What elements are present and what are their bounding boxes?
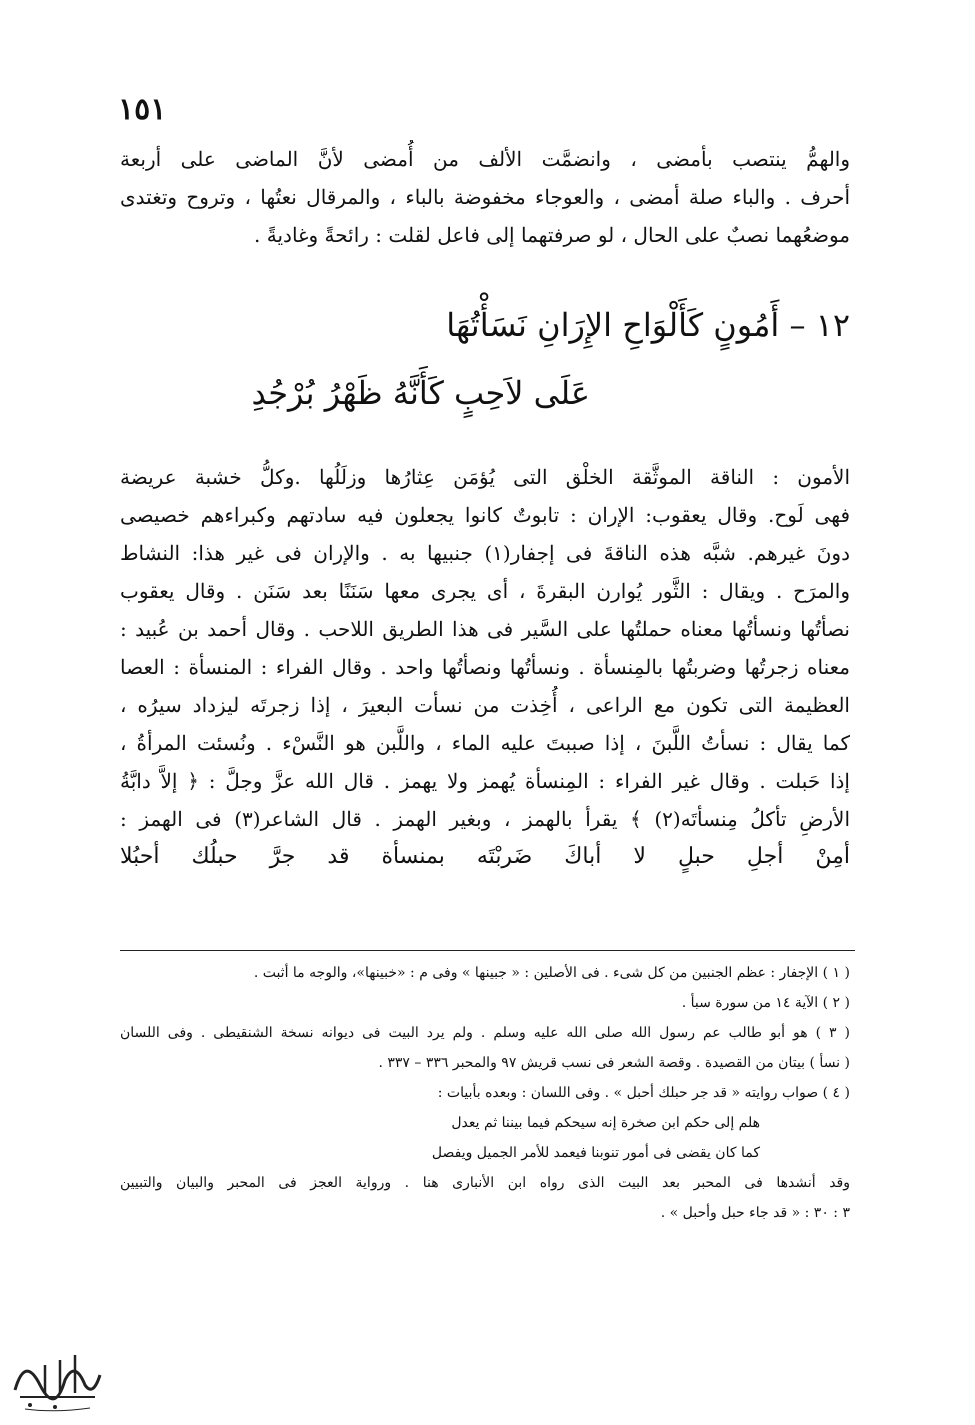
footnote-poem-line: هلم إلى حكم ابن صخرة إنه سيحكم فيما بيننا ثم يعدل bbox=[451, 1115, 760, 1131]
footnote-line: ٣ : ٣٠ : « قد جاء حبل وأحبل » . bbox=[660, 1205, 850, 1221]
text-line: الأمون : الناقة الموثَّقة الخلْق التى يُؤمَن عِثارُها وزلَلُها .وكلُّ خشبة عريضة bbox=[120, 465, 850, 489]
text-line: موضعُهما نصبٌ على الحال ، لو صرفتهما إلى فاعل لقلت : رائحةً وغاديةً . bbox=[254, 223, 850, 247]
text-line: إذا حَبلت . وقال غير الفراء : المِنسأة يُهمز ولا يهمز . قال الله عزَّ وجلَّ : ﴿ إلاَّ دابَّةُ bbox=[120, 769, 850, 793]
text-line: أحرف . والباء صلة أمضى ، والعوجاء مخفوضة بالباء ، والمرقال نعتُها ، وتروح وتغتدى bbox=[120, 185, 850, 209]
poem-line: أمِنْ أجلِ حبلٍ لا أباكَ ضَربْتَه بمنسأة قد جرَّ حبلُك أحبُلا bbox=[120, 844, 850, 869]
footnote-divider bbox=[120, 950, 855, 951]
text-line: والمرَح . ويقال : الثَّور يُوارن البقرةَ ، أى يجرى معها سَنَنًا بعد سَنَن . وقال يعقوب bbox=[120, 579, 850, 603]
text-line: كما يقال : نسأتُ اللَّبنَ ، إذا صببتَ عليه الماء ، واللَّبن هو النَّسْء . ونُسئت المرأةُ ، bbox=[120, 731, 850, 755]
text-line: نصأتُها ونسأتُها معناه حملتُها على السَّير فى هذا الطريق اللاحب . وقال أحمد بن عُبيد : bbox=[120, 617, 850, 641]
footnote-line: ( نسأ ) بيتان من القصيدة . وقصة الشعر فى نسب قريش ٩٧ والمحبر ٣٣٦ – ٣٣٧ . bbox=[378, 1055, 850, 1071]
paragraph-intro bbox=[120, 140, 850, 254]
verse-first-hemistich bbox=[446, 306, 850, 344]
library-stamp-logo bbox=[5, 1335, 105, 1415]
footnote-line: ( ٣ ) هو أبو طالب عم رسول الله صلى الله عليه وسلم . ولم يرد البيت فى ديوانه نسخة الشنقيطى . وفى اللسان bbox=[120, 1025, 850, 1041]
verse-second-hemistich: عَلَى لاَحِبٍ كَأَنَّهُ ظَهْرُ بُرْجُدِ bbox=[251, 374, 590, 412]
text-line: دونَ غيرهم. شبَّه هذه الناقةَ فى إجفار(١) جنبيها به . والإران فى غير هذا: النشاط bbox=[120, 541, 850, 565]
page-number: ١٥١ bbox=[118, 92, 167, 127]
footnote-poem-line: كما كان يقضى فى أمور تنوبنا فيعمد للأمر الجميل ويفصل bbox=[431, 1145, 760, 1161]
footnote-line: ( ٢ ) الآية ١٤ من سورة سبأ . bbox=[681, 995, 850, 1011]
verse-number: ١٢ – bbox=[789, 306, 850, 344]
text-line: والهمُّ ينتصب بأمضى ، وانضمَّت الألف من أُمضى لأنَّ الماضى على أربعة bbox=[120, 147, 850, 171]
text-line: فهى لَوح. وقال يعقوب: الإران : تابوتٌ كانوا يجعلون فيه سادتهم وكبراءهم خصيصى bbox=[120, 503, 850, 527]
text-line: الأرضِ تأكلُ مِنسأتَه(٢) ﴾ يقرأ بالهمز ، وبغير الهمز . قال الشاعر(٣) فى الهمز : bbox=[120, 807, 850, 831]
footnote-line: ( ٤ ) صواب روايته « قد جر حبلك أحبل » . وفى اللسان : وبعده بأبيات : bbox=[437, 1085, 850, 1101]
footnote-line: وقد أنشدها فى المحبر بعد البيت الذى رواه ابن الأنبارى هنا . ورواية العجز فى المحبر والبيان والتبيين bbox=[120, 1175, 850, 1191]
verse-text: أَمُونٍ كَأَلْوَاحِ الإِرَانِ نَسَأْتُهَا bbox=[446, 306, 780, 344]
paragraph-commentary bbox=[120, 458, 850, 876]
text-line: العظيمة التى تكون مع الراعى ، أُخِذت من نسأت البعيرَ ، إذا زجرتَه ليزداد سيرُه ، bbox=[120, 693, 850, 717]
text-line: معناه زجرتُها وضربتُها بالمِنسأة . ونسأتُها ونصأتُها واحد . وقال الفراء : المنسأة : العصا bbox=[120, 655, 850, 679]
footnotes bbox=[120, 958, 850, 1228]
footnote-line: ( ١ ) الإجفار : عظم الجنبين من كل شىء . فى الأصلين : « جبينها » وفى م : «خبينها»، والوجه ما أثبت . bbox=[253, 965, 850, 981]
